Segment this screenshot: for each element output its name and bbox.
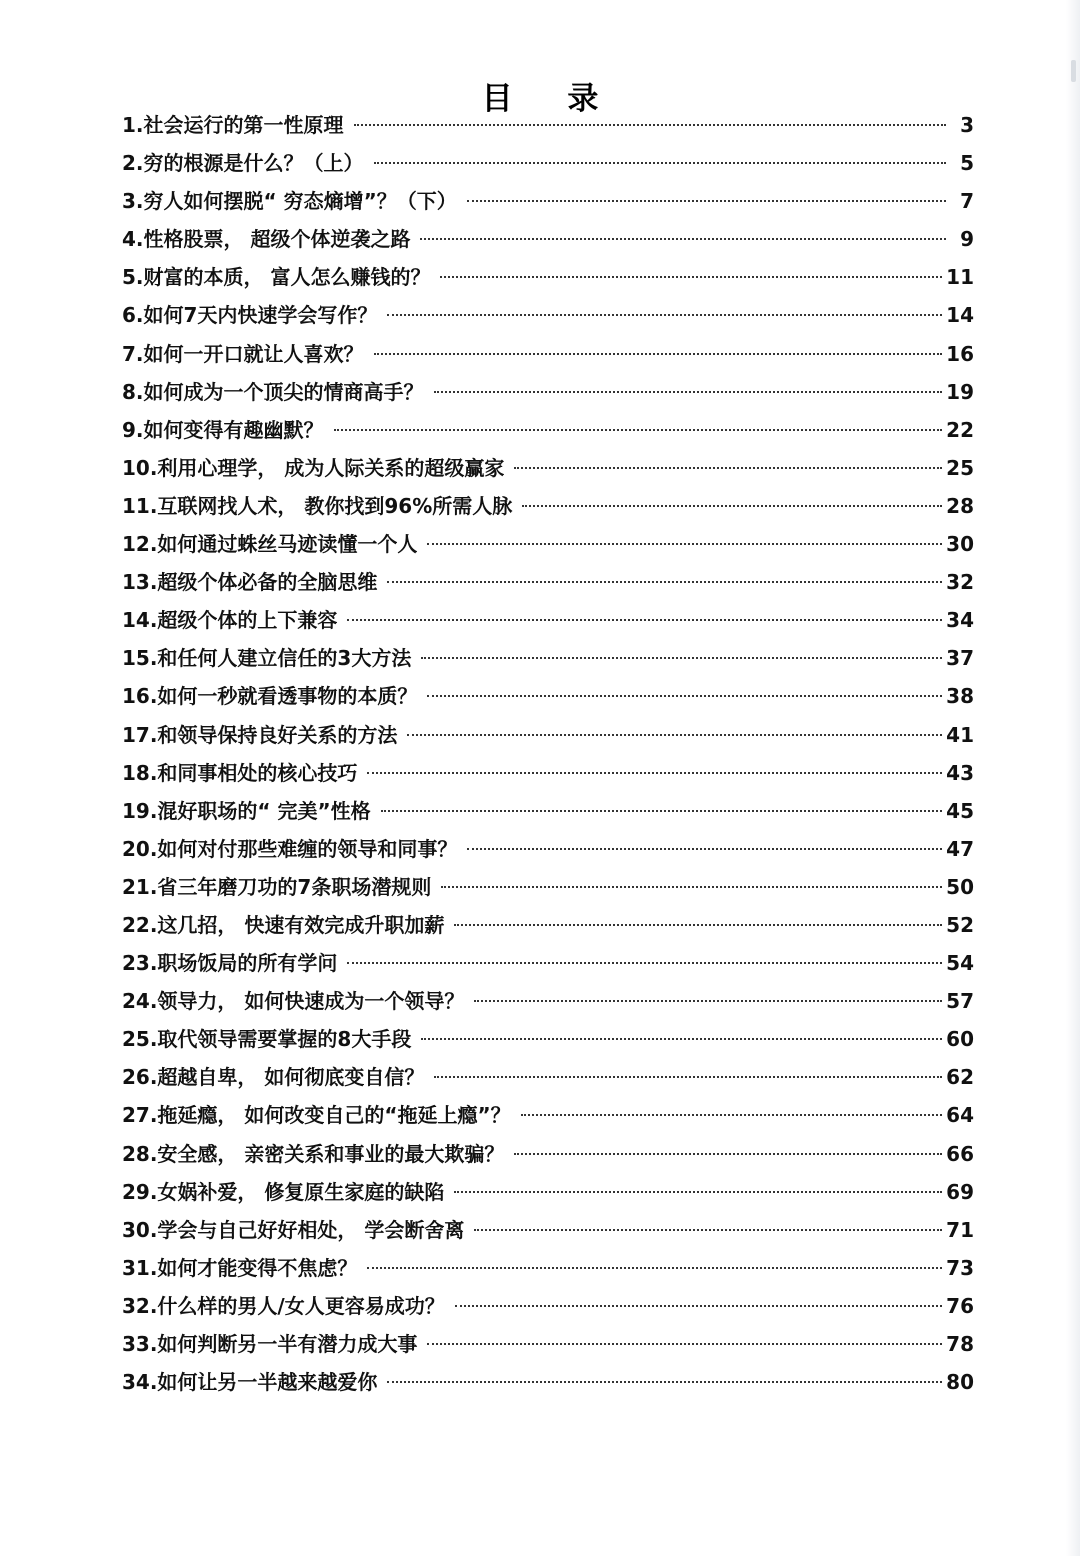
toc-entry[interactable]	[122, 373, 974, 411]
toc-entry[interactable]	[122, 563, 974, 601]
toc-entry[interactable]	[122, 716, 974, 754]
toc-entry-page: 28	[946, 493, 974, 518]
toc-entry-page: 45	[946, 798, 974, 823]
toc-entry[interactable]	[122, 982, 974, 1020]
dot-leader	[354, 124, 946, 126]
dot-leader	[387, 581, 942, 583]
dot-leader	[474, 1000, 942, 1002]
toc-entry[interactable]	[122, 1020, 974, 1058]
toc-entry-page: 60	[946, 1027, 974, 1052]
toc-entry[interactable]	[122, 296, 974, 334]
dot-leader	[347, 619, 942, 621]
toc-entry[interactable]	[122, 411, 974, 449]
dot-leader	[514, 467, 942, 469]
toc-entry-title: 21.省三年磨刀功的7条职场潜规则	[122, 874, 432, 899]
dot-leader	[374, 353, 943, 355]
toc-entry-title: 13.超级个体必备的全脑思维	[122, 570, 378, 595]
toc-entry-page: 41	[946, 722, 974, 747]
toc-entry-page: 11	[946, 265, 974, 290]
toc-entry-title: 23.职场饭局的所有学问	[122, 951, 338, 976]
toc-entry[interactable]	[122, 1363, 974, 1401]
toc-entry-page: 57	[946, 989, 974, 1014]
dot-leader	[420, 238, 946, 240]
toc-entry-page: 71	[946, 1217, 974, 1242]
toc-entry-title: 33.如何判断另一半有潜力成大事	[122, 1332, 418, 1356]
toc-entry-page: 30	[946, 532, 974, 557]
dot-leader	[347, 962, 942, 964]
toc-entry[interactable]	[122, 792, 974, 830]
toc-entry-title: 6.如何7天内快速学会写作？	[122, 303, 378, 328]
dot-leader	[381, 810, 942, 812]
dot-leader	[455, 1305, 942, 1307]
dot-leader	[427, 543, 942, 545]
dot-leader	[522, 505, 942, 507]
toc-entry[interactable]	[122, 754, 974, 792]
toc-entry[interactable]	[122, 220, 974, 258]
toc-entry-title: 24.领导力， 如何快速成为一个领导？	[122, 989, 465, 1014]
toc-entry[interactable]	[122, 639, 974, 677]
toc-entry-page: 34	[946, 608, 974, 633]
toc-entry-title: 11.互联网找人术， 教你找到96%所需人脉	[122, 493, 513, 518]
dot-leader	[434, 1076, 942, 1078]
toc-entry-title: 17.和领导保持良好关系的方法	[122, 722, 398, 747]
toc-entry[interactable]	[122, 525, 974, 563]
toc-entry-page: 66	[946, 1141, 974, 1166]
toc-entry[interactable]	[122, 1325, 974, 1363]
toc-entry-title: 9.如何变得有趣幽默？	[122, 417, 324, 442]
toc-entry[interactable]	[122, 182, 974, 220]
toc-entry-page: 54	[946, 951, 974, 976]
toc-entry[interactable]	[122, 106, 974, 144]
toc-entry-page: 43	[946, 760, 974, 785]
toc-entry[interactable]	[122, 944, 974, 982]
toc-entry-title: 14.超级个体的上下兼容	[122, 608, 338, 633]
toc-entry[interactable]	[122, 677, 974, 715]
toc-entry-title: 18.和同事相处的核心技巧	[122, 760, 358, 785]
toc-entry-title: 26.超越自卑， 如何彻底变自信？	[122, 1065, 425, 1090]
toc-entry[interactable]	[122, 1096, 974, 1134]
dot-leader	[427, 695, 942, 697]
toc-entry[interactable]	[122, 1173, 974, 1211]
toc-entry-page: 78	[946, 1332, 974, 1356]
dot-leader	[387, 314, 942, 316]
toc-entry-title: 7.如何一开口就让人喜欢？	[122, 341, 364, 366]
toc-entry-page: 32	[946, 570, 974, 595]
table-of-contents	[122, 106, 974, 1401]
toc-entry-page: 3	[960, 113, 974, 137]
toc-entry-page: 50	[946, 874, 974, 899]
toc-entry[interactable]	[122, 1058, 974, 1096]
dot-leader	[514, 1153, 942, 1155]
dot-leader	[407, 734, 942, 736]
toc-entry-page: 62	[946, 1065, 974, 1090]
toc-entry-title: 2.穷的根源是什么？（上）	[122, 151, 364, 176]
toc-entry-page: 22	[946, 417, 974, 442]
toc-entry[interactable]	[122, 449, 974, 487]
toc-entry[interactable]	[122, 335, 974, 373]
toc-entry-page: 25	[946, 455, 974, 480]
toc-entry-page: 80	[946, 1370, 974, 1395]
toc-entry-title: 10.利用心理学， 成为人际关系的超级赢家	[122, 455, 505, 480]
toc-entry[interactable]	[122, 1211, 974, 1249]
dot-leader	[387, 1381, 942, 1383]
page-edge	[1066, 0, 1080, 1556]
dot-leader	[454, 924, 942, 926]
toc-entry-title: 28.安全感， 亲密关系和事业的最大欺骗？	[122, 1141, 505, 1166]
dot-leader	[334, 429, 943, 431]
toc-entry-title: 16.如何一秒就看透事物的本质？	[122, 684, 418, 709]
toc-entry-title: 12.如何通过蛛丝马迹读懂一个人	[122, 532, 418, 557]
dot-leader	[374, 162, 946, 164]
toc-entry-title: 32.什么样的男人/女人更容易成功？	[122, 1293, 445, 1318]
toc-entry-page: 38	[946, 684, 974, 709]
toc-entry-title: 1.社会运行的第一性原理	[122, 113, 344, 137]
toc-entry-page: 19	[946, 379, 974, 404]
toc-entry[interactable]	[122, 487, 974, 525]
toc-entry[interactable]	[122, 868, 974, 906]
toc-entry-page: 69	[946, 1179, 974, 1204]
toc-entry-page: 64	[946, 1103, 974, 1128]
dot-leader	[367, 1267, 942, 1269]
toc-entry[interactable]	[122, 1249, 974, 1287]
dot-leader	[474, 1229, 942, 1231]
toc-entry-title: 3.穷人如何摆脱“ 穷态熵增”？（下）	[122, 189, 457, 214]
toc-entry-title: 25.取代领导需要掌握的8大手段	[122, 1027, 412, 1052]
toc-entry[interactable]	[122, 601, 974, 639]
dot-leader	[427, 1343, 942, 1345]
toc-entry[interactable]	[122, 830, 974, 868]
toc-entry[interactable]	[122, 258, 974, 296]
toc-entry-title: 20.如何对付那些难缠的领导和同事？	[122, 836, 458, 861]
toc-entry-title: 4.性格股票， 超级个体逆袭之路	[122, 227, 411, 252]
toc-entry-title: 29.女娲补爱， 修复原生家庭的缺陷	[122, 1179, 445, 1204]
dot-leader	[434, 391, 943, 393]
toc-entry[interactable]	[122, 906, 974, 944]
toc-entry-page: 37	[946, 646, 974, 671]
toc-entry-page: 14	[946, 303, 974, 328]
dot-leader	[521, 1114, 942, 1116]
toc-entry-page: 5	[960, 151, 974, 176]
toc-entry-page: 47	[946, 836, 974, 861]
dot-leader	[467, 848, 942, 850]
dot-leader	[421, 1038, 942, 1040]
toc-entry-title: 30.学会与自己好好相处， 学会断舍离	[122, 1217, 465, 1242]
dot-leader	[440, 276, 942, 278]
toc-entry-title: 27.拖延瘾， 如何改变自己的“拖延上瘾”？	[122, 1103, 511, 1128]
toc-entry-title: 15.和任何人建立信任的3大方法	[122, 646, 412, 671]
toc-entry-title: 22.这几招， 快速有效完成升职加薪	[122, 912, 445, 937]
toc-entry-title: 19.混好职场的“ 完美”性格	[122, 798, 371, 823]
toc-entry-page: 73	[946, 1255, 974, 1280]
dot-leader	[367, 772, 942, 774]
toc-entry-page: 52	[946, 912, 974, 937]
toc-entry-title: 8.如何成为一个顶尖的情商高手？	[122, 379, 424, 404]
dot-leader	[441, 886, 942, 888]
dot-leader	[421, 657, 942, 659]
toc-entry-title: 5.财富的本质， 富人怎么赚钱的？	[122, 265, 431, 290]
dot-leader	[467, 200, 946, 202]
toc-entry-page: 7	[960, 189, 974, 214]
toc-entry-page: 16	[946, 341, 974, 366]
dot-leader	[454, 1191, 942, 1193]
toc-entry[interactable]	[122, 1287, 974, 1325]
toc-entry-title: 34.如何让另一半越来越爱你	[122, 1370, 378, 1395]
toc-entry-page: 9	[960, 227, 974, 252]
toc-entry[interactable]	[122, 144, 974, 182]
toc-entry-title: 31.如何才能变得不焦虑？	[122, 1255, 358, 1280]
toc-entry-page: 76	[946, 1293, 974, 1318]
toc-entry[interactable]	[122, 1135, 974, 1173]
page-title: 目 录	[481, 80, 621, 117]
